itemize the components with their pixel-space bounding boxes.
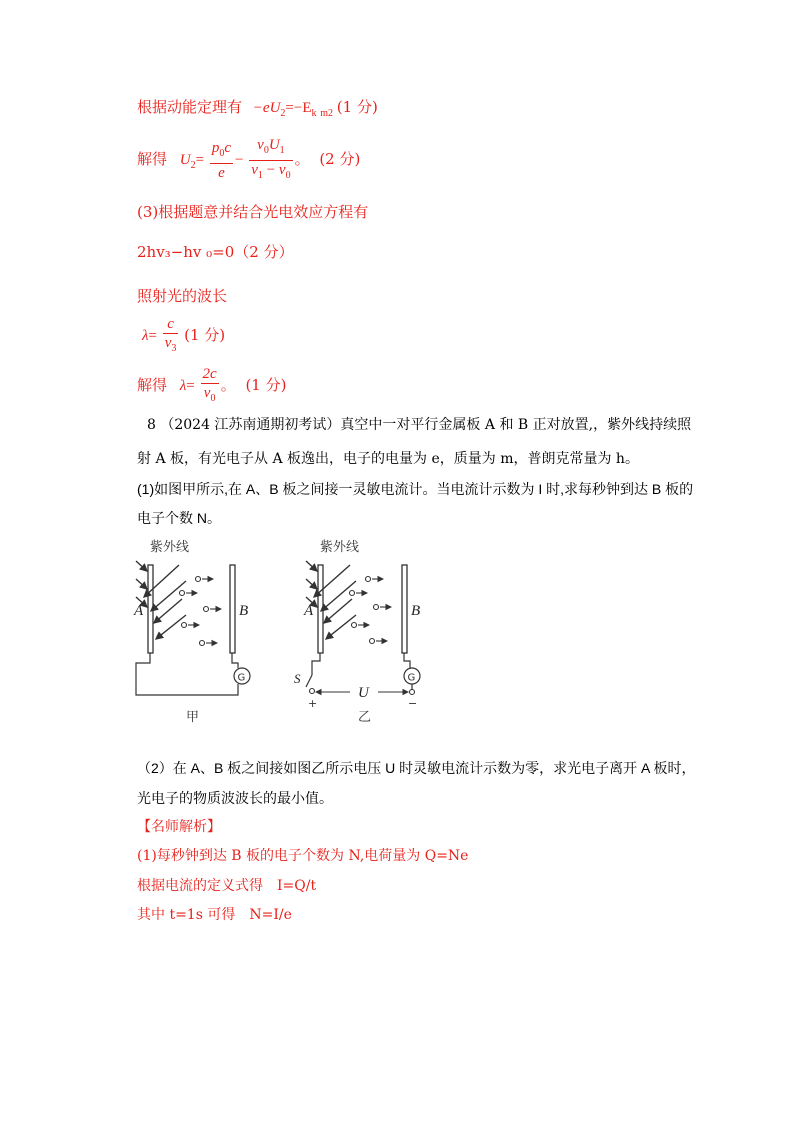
problem-line-2: 射 A 板，有光电子从 A 板逸出，电子的电量为 e，质量为 m，普朗克常量为 h。 xyxy=(137,451,639,467)
solution-line-photoelectric: 2hv₃−hv ₀=0（2 分） xyxy=(137,243,294,261)
solution-line-lambda xyxy=(142,314,225,356)
svg-text:G: G xyxy=(237,672,246,684)
analysis-line-2: 根据电流的定义式得 I=Q/t xyxy=(137,878,317,894)
electrons xyxy=(180,577,222,646)
plate-a xyxy=(318,565,323,653)
diagram-jia xyxy=(133,539,250,725)
question-2-line-1: （2）在 A、B 板之间接如图乙所示电压 U 时灵敏电流计示数为零，求光电子离开 A 板时， xyxy=(137,760,696,776)
uv-rays xyxy=(136,561,186,639)
question-1-line-2: 电子个数 N。 xyxy=(137,510,221,526)
solution-text: 根据动能定理有 xyxy=(137,98,243,116)
switch-label: S xyxy=(294,671,301,686)
plate-a-label: A xyxy=(304,603,314,619)
plate-b xyxy=(230,565,235,653)
equation: $U_2=$ $\frac{p_0c}{e}$ − $\frac{v_0U_1}{v_1 - v_0}$ 。 xyxy=(180,152,314,168)
solution-line-part3: (3)根据题意并结合光电效应方程有 xyxy=(137,203,369,221)
svg-text:G: G xyxy=(407,672,416,684)
solution-line-u2 xyxy=(137,136,360,182)
uv-label: 紫外线 xyxy=(320,540,360,555)
points: (1 分) xyxy=(184,326,226,344)
diagram-yi xyxy=(294,539,420,725)
plate-b-label: B xyxy=(411,603,421,619)
analysis-line-1: (1)每秒钟到达 B 板的电子个数为 N,电荷量为 Q=Ne xyxy=(137,848,469,864)
points: (1 分) xyxy=(336,98,378,116)
minus-sign: − xyxy=(408,697,418,710)
question-1-line-1: (1)如图甲所示,在 A、B 板之间接一灵敏电流计。当电流计示数为 I 时,求每秒钟到达 B 板的 xyxy=(137,481,694,497)
caption-yi: 乙 xyxy=(358,710,372,725)
solution-line-wavelength-label: 照射光的波长 xyxy=(137,287,228,305)
fraction: $\frac{p_0c}{e}$ xyxy=(211,140,232,182)
photoelectric-figure xyxy=(122,535,442,730)
fraction: $\frac{v_0U_1}{v_1 - v_0}$ xyxy=(251,137,291,182)
solution-line-kinetic-energy xyxy=(137,97,378,124)
plate-b-label: B xyxy=(239,603,249,619)
voltage-label: U xyxy=(358,685,369,701)
caption-jia: 甲 xyxy=(186,710,200,725)
electrons xyxy=(350,577,392,644)
solution-text: 解得 xyxy=(137,150,168,168)
analysis-header: 【名师解析】 xyxy=(137,819,221,835)
analysis-line-3: 其中 t=1s 可得 N=I/e xyxy=(137,907,292,923)
question-2-line-2: 光电子的物质波波长的最小值。 xyxy=(137,790,333,806)
fraction: $\frac{c}{v_3}$ xyxy=(164,316,177,355)
plate-a xyxy=(148,565,153,653)
plate-a-label: A xyxy=(134,603,144,619)
solution-line-lambda-result: 解得 λ= $\frac{2c}{v_0}$ 。 (1 分) xyxy=(137,364,286,406)
uv-label: 紫外线 xyxy=(150,540,190,555)
equation: λ= $\frac{2c}{v_0}$ 。 xyxy=(180,378,240,394)
switch-s xyxy=(306,675,312,687)
equation: λ= $\frac{c}{v_3}$ xyxy=(142,328,184,344)
points: (2 分) xyxy=(319,150,361,168)
plus-sign: + xyxy=(308,697,318,710)
plate-b xyxy=(402,565,407,653)
fraction: $\frac{2c}{v_0}$ xyxy=(202,366,217,405)
problem-line-1: 8 （2024 江苏南通期初考试）真空中一对平行金属板 A 和 B 正对放置,，紫外线持续照 xyxy=(147,417,692,433)
points: (1 分) xyxy=(245,376,287,394)
uv-rays xyxy=(306,561,356,639)
equation: $-eU_2=-E_k$ $_{m2}$ xyxy=(252,100,334,119)
